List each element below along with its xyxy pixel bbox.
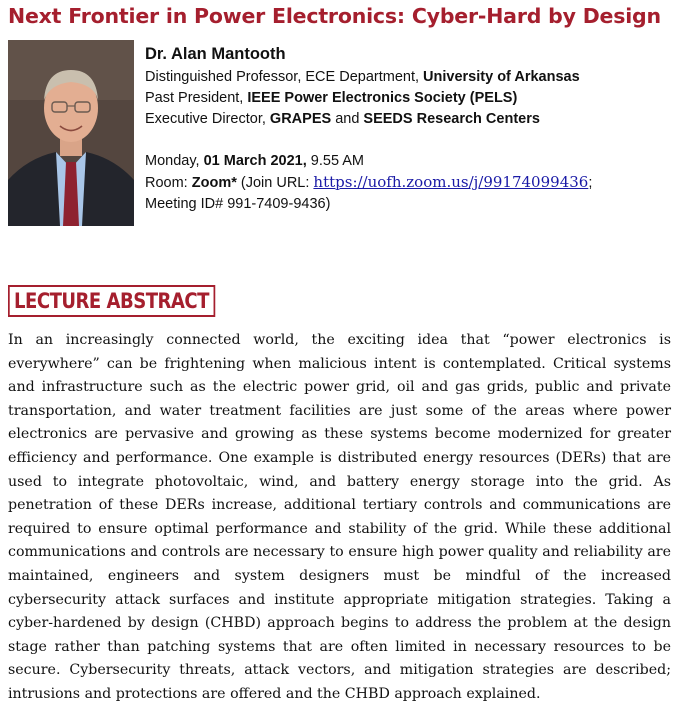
meeting-id: Meeting ID# 991-7409-9436) [145, 196, 331, 212]
speaker-name: Dr. Alan Mantooth [145, 45, 286, 63]
role-org-2: SEEDS Research Centers [363, 111, 540, 127]
page-title: Next Frontier in Power Electronics: Cyber-Hard by Design [8, 4, 661, 28]
lecture-abstract-heading: LECTURE ABSTRACT [8, 285, 215, 317]
role-org: IEEE Power Electronics Society (PELS) [247, 90, 518, 106]
event-room: Room: Zoom* (Join URL: https://uofh.zoom.us/j/99174099436; [145, 173, 593, 191]
event-date: 01 March 2021, [203, 153, 307, 169]
abstract-text: In an increasingly connected world, the exciting idea that “power electronics is everywhere” can be frightening when malicious intent is contemplated. Critical systems and infrastructure such as the electric power grid, oil and gas grids, public and private transportation, and water treatment facilities are just some of the areas where power electronics are pervasive and growing as these systems become modernized for greater efficiency and performance. One example is distributed energy resources (DERs) that are used to integrate photovoltaic, wind, and battery energy storage into the grid. As penetration of these DERs increase, additional tertiary controls and communications are required to ensure optimal performance and stability of the grid. While these additional communications and controls are necessary to ensure high power quality and reliability are maintained, engineers and system designers must be mindful of the increased cybersecurity attack surfaces and institute appropriate mitigation strategies. Taking a cyber-hardened by design (CHBD) approach begins to address the problem at the design stage rather than patching systems that are often limited in necessary resources to be secure. Cybersecurity threats, attack vectors, and mitigation strategies are described; intrusions and protections are offered and the CHBD approach explained. [8, 332, 671, 702]
zoom-join-link[interactable]: https://uofh.zoom.us/j/99174099436 [313, 173, 589, 191]
room-value: Zoom* [191, 175, 237, 191]
role-org: University of Arkansas [423, 69, 580, 85]
speaker-portrait [8, 40, 134, 226]
role-org: GRAPES [269, 111, 332, 127]
event-datetime: Monday, 01 March 2021, 9.55 AM [145, 153, 364, 169]
speaker-info [145, 43, 673, 215]
speaker-role-2: Past President, IEEE Power Electronics Society (PELS) [145, 90, 518, 106]
speaker-role-1: Distinguished Professor, ECE Department, University of Arkansas [145, 69, 580, 85]
speaker-photo [8, 40, 134, 226]
speaker-role-3: Executive Director, GRAPES and SEEDS Research Centers [145, 111, 540, 127]
